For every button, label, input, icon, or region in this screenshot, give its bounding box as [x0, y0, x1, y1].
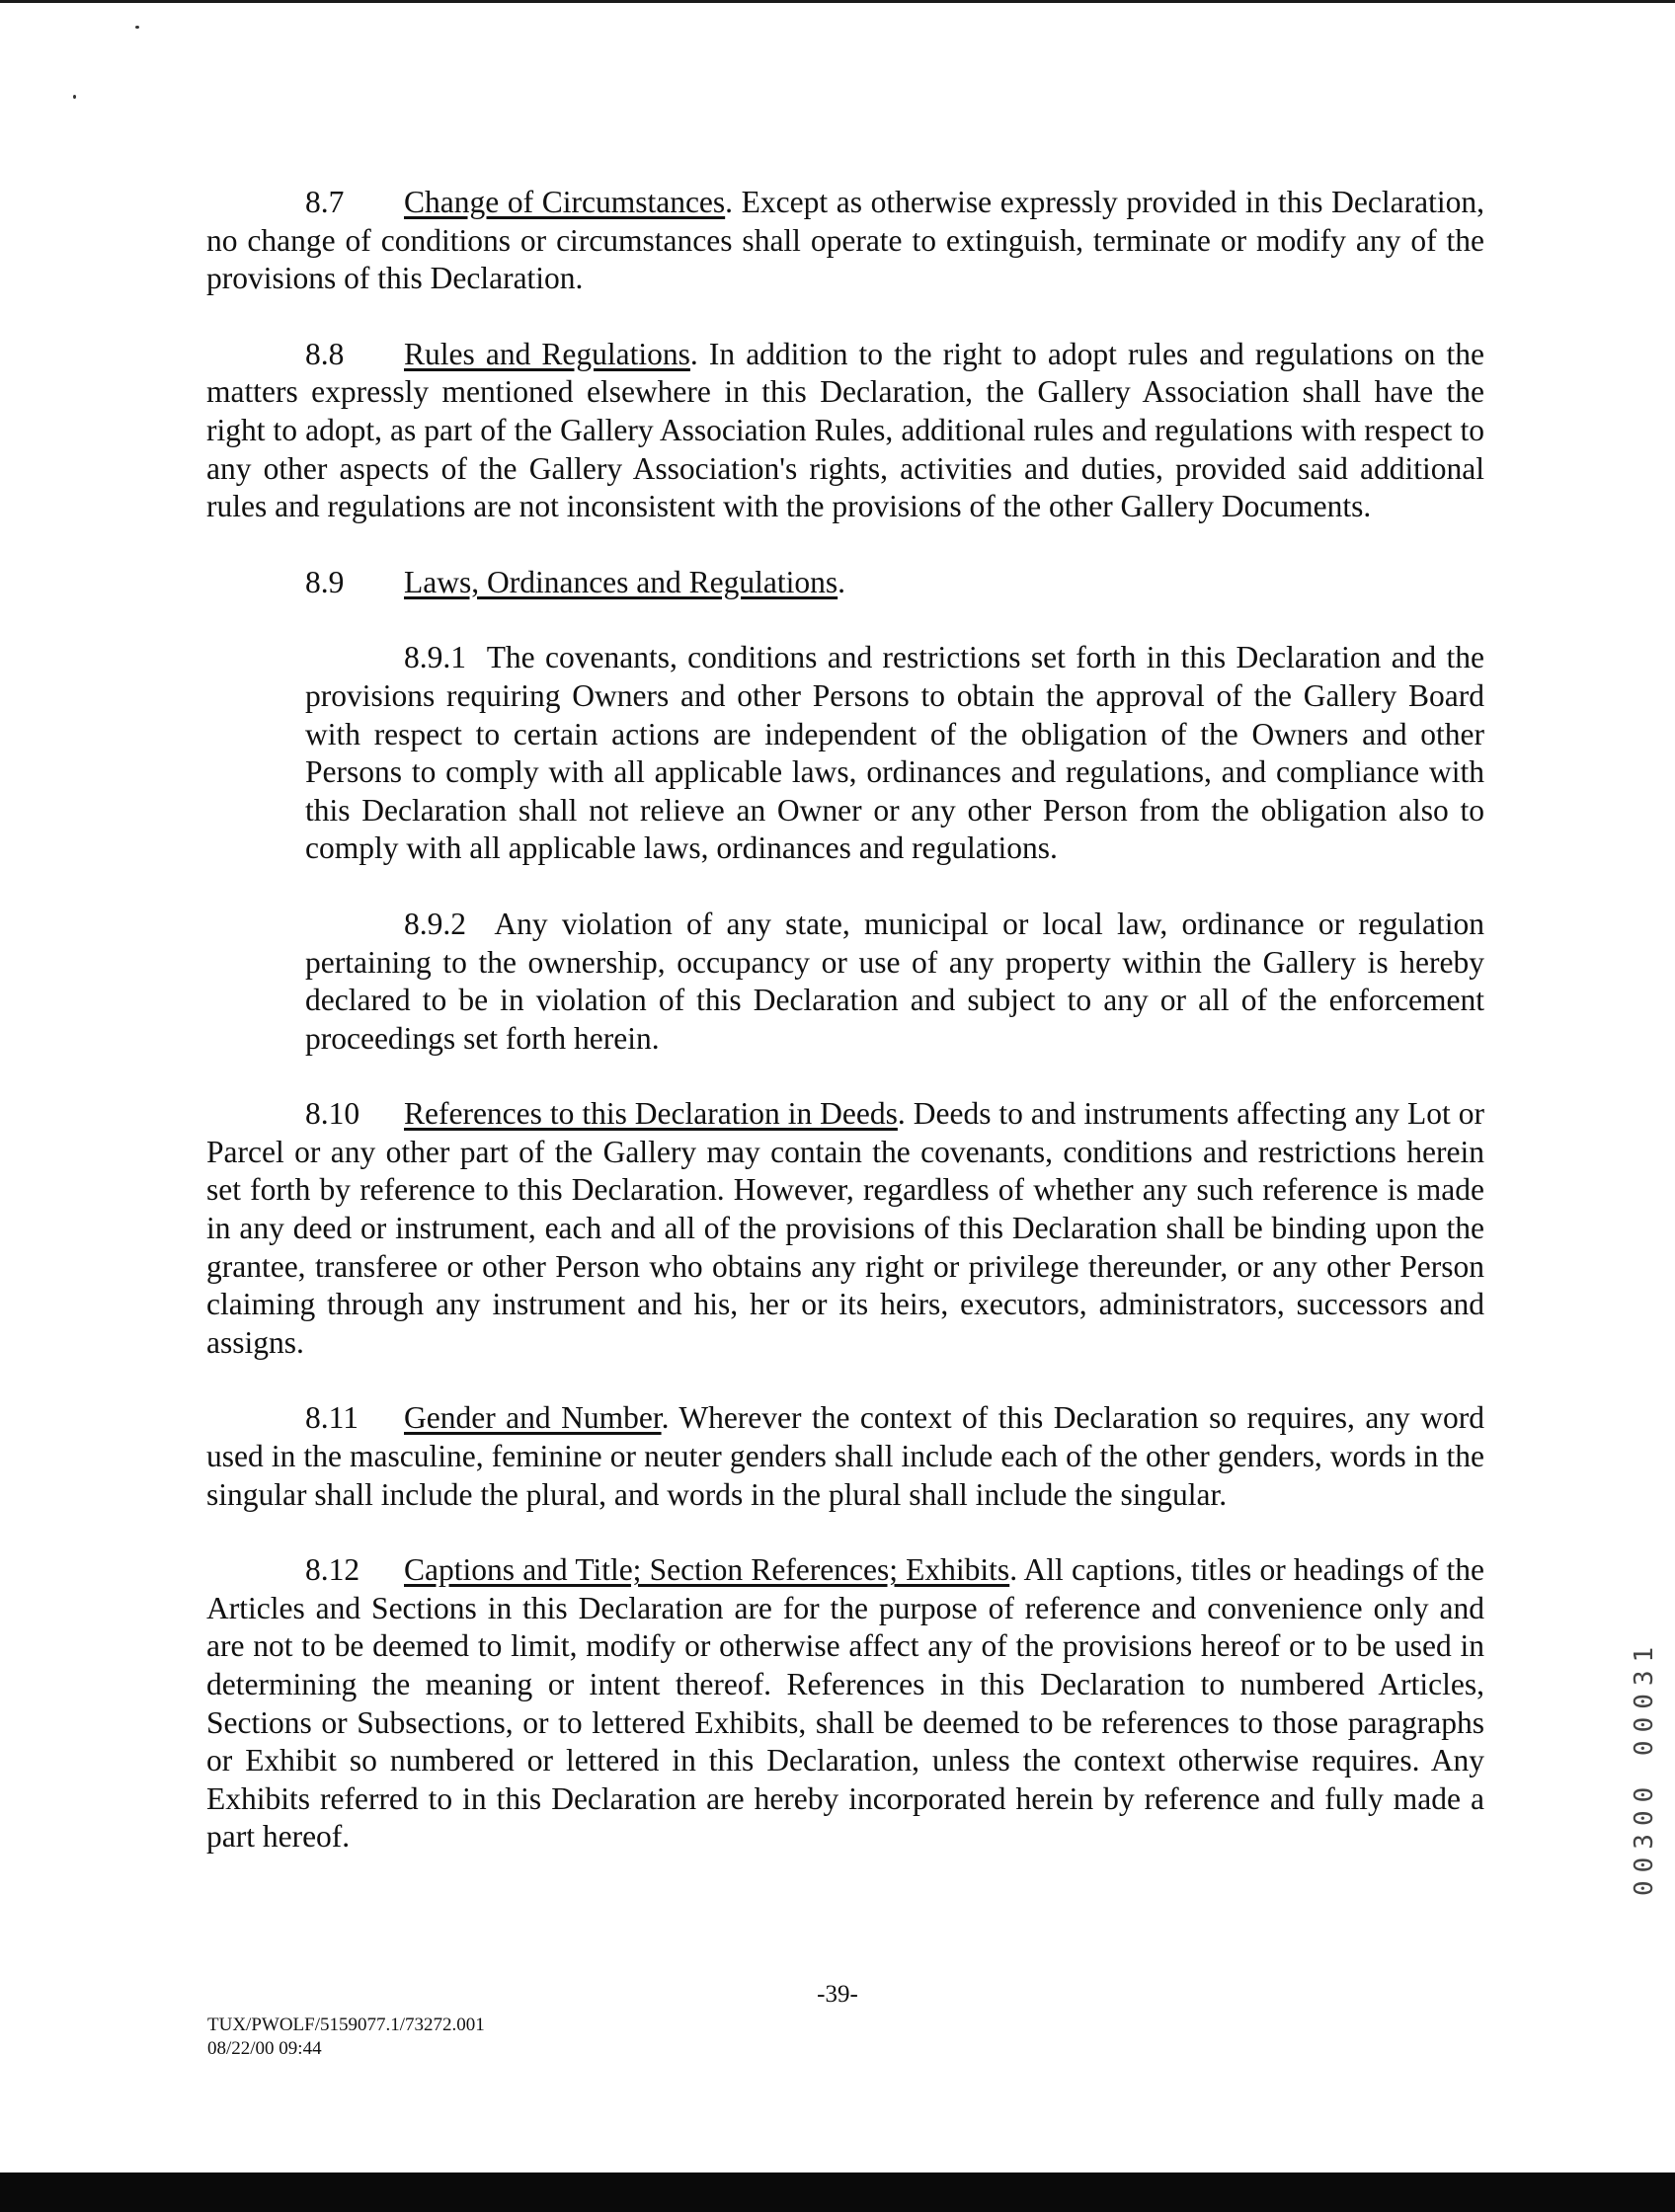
scan-speck — [135, 26, 139, 29]
margin-stamp — [1602, 1560, 1659, 1896]
section-text: The covenants, conditions and restrictions set forth in this Declaration and the provisions requiring Owners and other Persons to obtain the approval of the Gallery Board with respect to certain actions are independent of the obligation of the Owners and other Persons to comply with all applicable laws, ordinances and regulations, and compliance with this Declaration shall not relieve an Owner or any other Person from the obligation also to comply with all applicable laws, ordinances and regulations. — [305, 640, 1485, 866]
section-number: 8.10 — [305, 1096, 360, 1132]
footer-timestamp: 08/22/00 09:44 — [207, 2038, 322, 2059]
section-8-9-2 — [305, 906, 1484, 1058]
section-caption: Gender and Number — [404, 1400, 662, 1436]
scan-bottom-edge — [0, 2172, 1675, 2212]
section-text: . Deeds to and instruments affecting any Lot or Parcel or any other part of the Gallery may contain the covenants, conditions and restrictions herein set forth by reference to this Declaration. However, regardless of whether any such reference is made in any deed or instrument, each and all of the provisions of this Declaration shall be binding upon the grantee, transferee or other Person who obtains any right or privilege thereunder, or any other Person claiming through any instrument and his, her or its heirs, executors, administrators, successors and assigns. — [206, 1096, 1484, 1360]
section-number: 8.8 — [305, 336, 345, 371]
section-caption: Captions and Title; Section References; Exhibits — [404, 1552, 1010, 1588]
section-caption: Change of Circumstances — [404, 185, 726, 219]
section-8-8 — [206, 336, 1484, 526]
section-text: . Wherever the context of this Declaration so requires, any word used in the masculine, feminine or neuter genders shall include each of the other genders, words in the singular shall include the plural, and words in the plural shall include the singular. — [206, 1400, 1484, 1512]
scan-speck — [73, 95, 76, 99]
margin-stamp-text: 00300 00031 — [1630, 1638, 1659, 1896]
section-8-9 — [206, 564, 1484, 602]
section-text: . Except as otherwise expressly provided in this Declaration, no change of conditions or circumstances shall operate to extinguish, terminate or modify any of the provisions of this Declaration. — [206, 185, 1484, 296]
section-8-12 — [206, 1551, 1484, 1856]
section-number: 8.9.1 — [404, 640, 466, 675]
section-8-11 — [206, 1399, 1484, 1514]
section-number: 8.9 — [305, 564, 345, 599]
page-number: -39- — [817, 1981, 858, 2008]
section-number: 8.11 — [305, 1400, 359, 1436]
footer-doc-id: TUX/PWOLF/5159077.1/73272.001 — [207, 2014, 485, 2035]
section-number: 8.12 — [305, 1552, 360, 1588]
section-caption: References to this Declaration in Deeds — [404, 1096, 898, 1132]
section-text: . — [838, 564, 846, 599]
section-text: . All captions, titles or headings of the Articles and Sections in this Declaration are for the purpose of reference and convenience only and are not to be deemed to limit, modify or otherwise affect any of the provisions hereof or to be used in determining the meaning or intent thereof. References in this Declaration to numbered Articles, Sections or Subsections, or to lettered Exhibits, shall be deemed to be references to those paragraphs or Exhibit so numbered or lettered in this Declaration, unless the context otherwise requires. Any Exhibits referred to in this Declaration are hereby incorporated herein by reference and fully made a part hereof. — [206, 1552, 1485, 1855]
section-8-10 — [206, 1095, 1484, 1362]
section-number: 8.9.2 — [404, 906, 466, 941]
footer — [207, 2014, 485, 2061]
section-number: 8.7 — [305, 185, 345, 219]
section-caption: Rules and Regulations — [404, 336, 690, 371]
scan-top-edge — [0, 0, 1675, 3]
document-body — [206, 184, 1484, 1894]
section-text: Any violation of any state, municipal or local law, ordinance or regulation pertaining to the ownership, occupancy or use of any property within the Gallery is hereby declared to be in violation of this Declaration and subject to any or all of the enforcement proceedings set forth herein. — [305, 906, 1484, 1056]
section-caption: Laws, Ordinances and Regulations — [404, 564, 838, 599]
section-8-7 — [206, 184, 1484, 298]
section-8-9-1 — [305, 639, 1484, 868]
section-text: . In addition to the right to adopt rules and regulations on the matters expressly mentioned elsewhere in this Declaration, the Gallery Association shall have the right to adopt, as part of the Gallery Association Rules, additional rules and regulations with respect to any other aspects of the Gallery Association's rights, activities and duties, provided said additional rules and regulations are not inconsistent with the provisions of the other Gallery Documents. — [206, 336, 1484, 524]
